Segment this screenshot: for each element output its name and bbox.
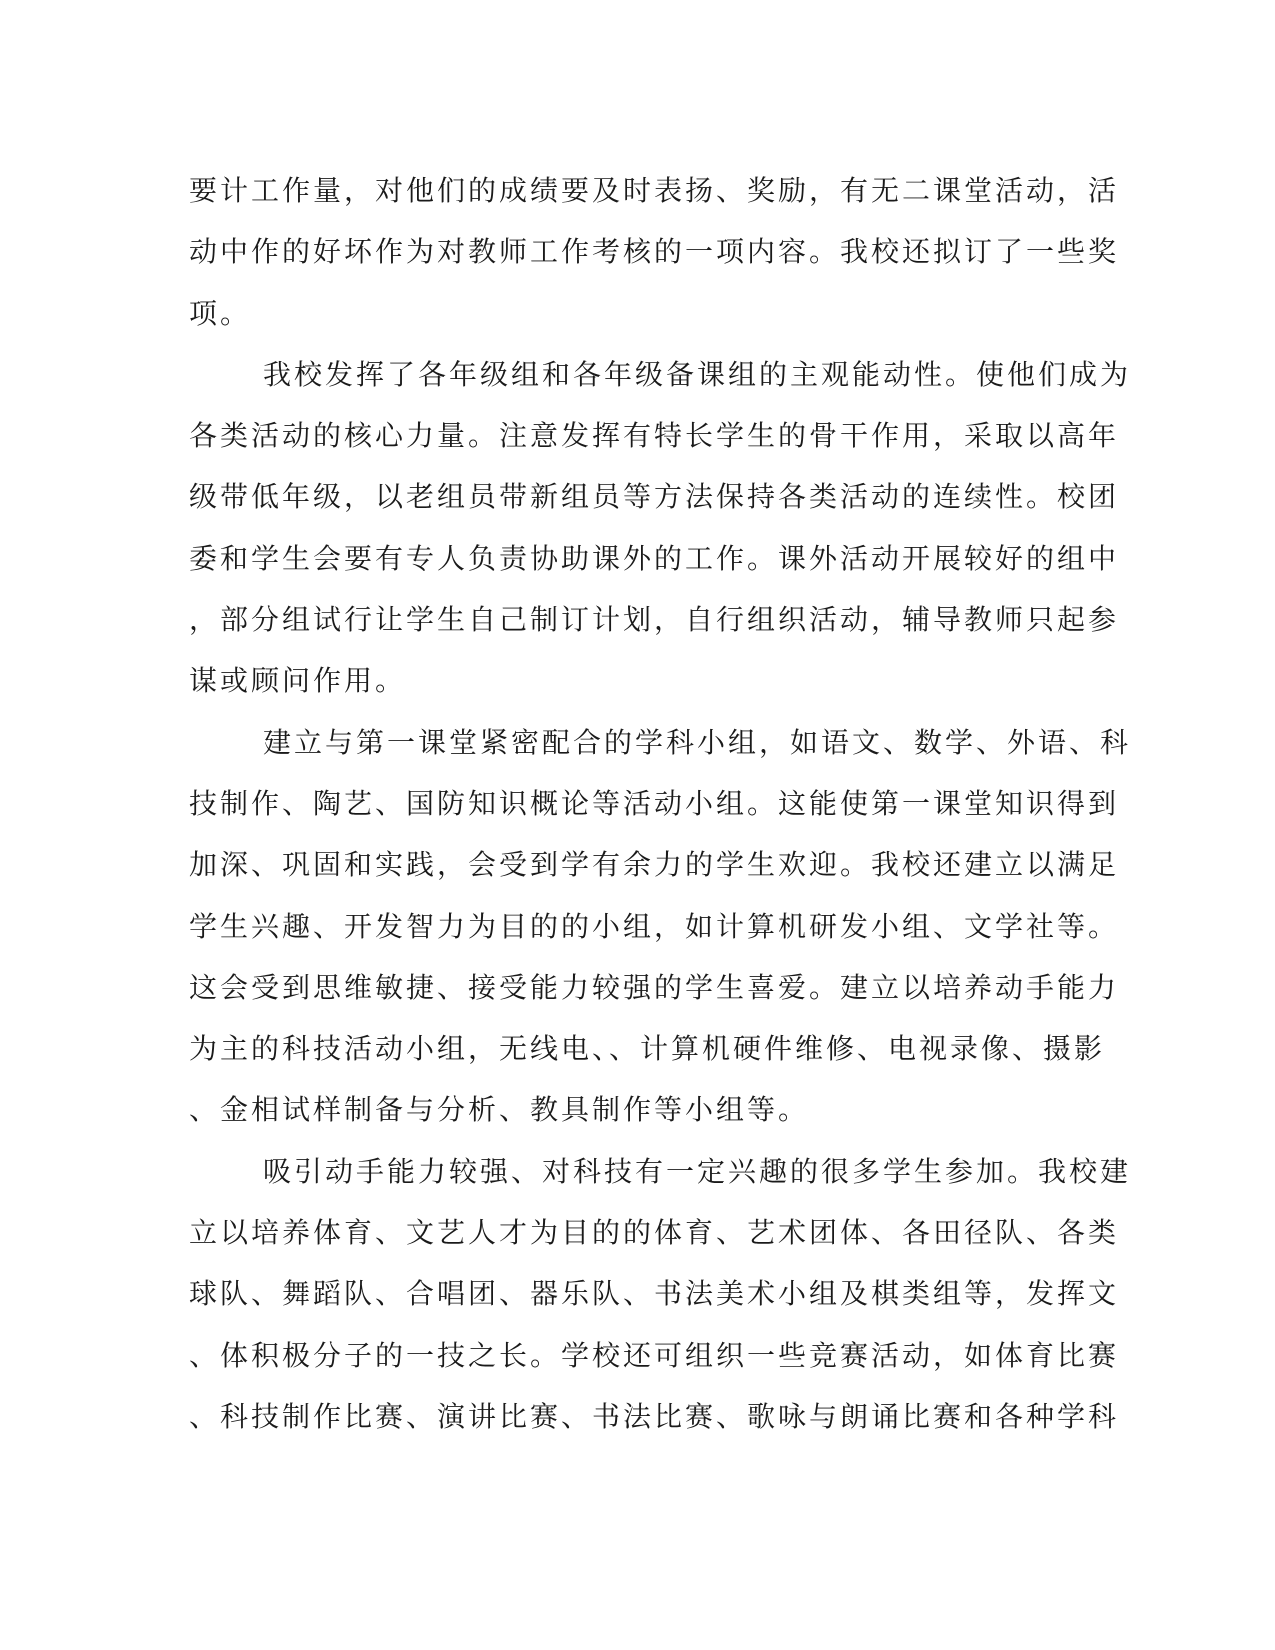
text-line: 级带低年级，以老组员带新组员等方法保持各类活动的连续性。校团 — [189, 480, 1120, 514]
text-line: 加深、巩固和实践，会受到学有余力的学生欢迎。我校还建立以满足 — [189, 848, 1120, 882]
text-line: 委和学生会要有专人负责协助课外的工作。课外活动开展较好的组中 — [189, 541, 1120, 575]
body-text — [189, 160, 1132, 1447]
text-line: ，部分组试行让学生自己制订计划，自行组织活动，辅导教师只起参 — [189, 603, 1120, 637]
paragraph-first-line: 吸引动手能力较强、对科技有一定兴趣的很多学生参加。我校建 — [263, 1154, 1132, 1188]
text-line: 立以培养体育、文艺人才为目的的体育、艺术团体、各田径队、各类 — [189, 1216, 1120, 1250]
text-line: 要计工作量，对他们的成绩要及时表扬、奖励，有无二课堂活动，活 — [189, 174, 1120, 207]
text-line: 球队、舞蹈队、合唱团、器乐队、书法美术小组及棋类组等，发挥文 — [189, 1277, 1120, 1311]
text-line: 、体积极分子的一技之长。学校还可组织一些竞赛活动，如体育比赛 — [189, 1338, 1120, 1372]
text-line: 动中作的好坏作为对教师工作考核的一项内容。我校还拟订了一些奖 — [189, 235, 1120, 269]
text-line: 项。 — [189, 296, 252, 330]
text-line: 这会受到思维敏捷、接受能力较强的学生喜爱。建立以培养动手能力 — [189, 970, 1120, 1004]
text-line: 谋或顾问作用。 — [189, 664, 407, 698]
text-line: 为主的科技活动小组，无线电、、计算机硬件维修、电视录像、摄影 — [189, 1032, 1106, 1066]
text-line: 技制作、陶艺、国防知识概论等活动小组。这能使第一课堂知识得到 — [189, 786, 1120, 820]
text-line: 各类活动的核心力量。注意发挥有特长学生的骨干作用，采取以高年 — [189, 419, 1120, 453]
paragraph-first-line: 建立与第一课堂紧密配合的学科小组，如语文、数学、外语、科 — [263, 725, 1132, 759]
text-line: 学生兴趣、开发智力为目的的小组，如计算机研发小组、文学社等。 — [189, 909, 1120, 943]
paragraph-first-line: 我校发挥了各年级组和各年级备课组的主观能动性。使他们成为 — [263, 357, 1132, 391]
text-line: 、金相试样制备与分析、教具制作等小组等。 — [189, 1093, 810, 1127]
text-line: 、科技制作比赛、演讲比赛、书法比赛、歌咏与朗诵比赛和各种学科 — [189, 1399, 1120, 1433]
